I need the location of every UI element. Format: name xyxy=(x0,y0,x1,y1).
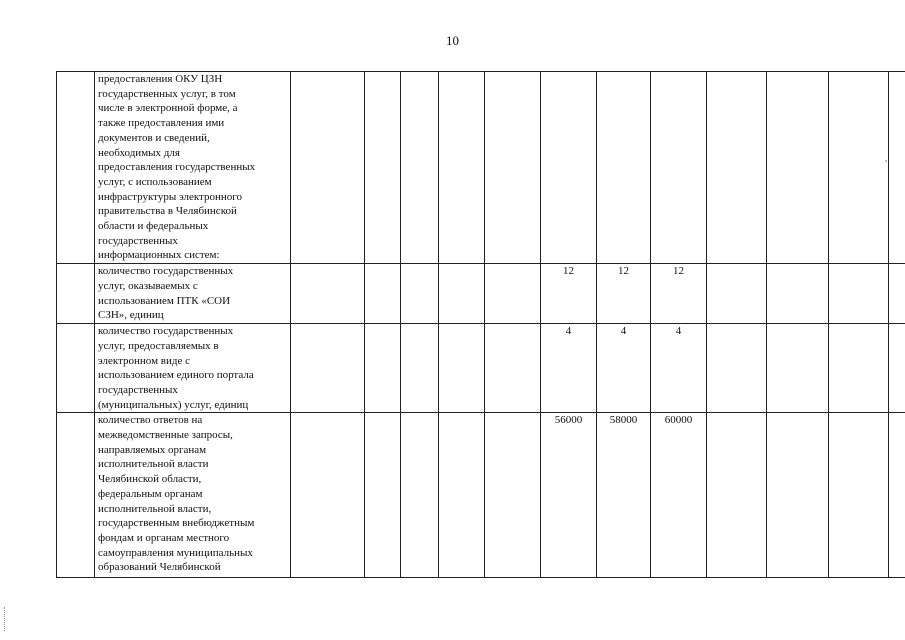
value-cell xyxy=(439,72,485,264)
indicator-description-cell xyxy=(95,264,291,324)
value-cell: 12 xyxy=(541,264,597,324)
value-cell xyxy=(365,413,401,578)
table-row xyxy=(57,264,905,324)
value-cell xyxy=(485,324,541,413)
value-cell xyxy=(485,72,541,264)
value-cell xyxy=(291,324,365,413)
indicator-description-cell xyxy=(95,72,291,264)
scan-artifact xyxy=(4,607,6,631)
indicator-description: количество государственных услуг, оказываемых с использованием ПТК «СОИ СЗН», единиц xyxy=(98,265,234,322)
value-cell xyxy=(401,72,439,264)
table-row xyxy=(57,324,905,413)
indicator-description: предоставления ОКУ ЦЗН государственных услуг, в том числе в электронной форме, а также предоставления ими документов и сведений, необходимых для предоставления государственных услуг, с использованием инфраструктуры электронного правительства в Челябинской области и федеральных государственных информационных систем: xyxy=(98,73,256,262)
value-cell xyxy=(485,413,541,578)
value-cell: 56000 xyxy=(541,413,597,578)
value-cell xyxy=(829,264,889,324)
value-cell xyxy=(365,324,401,413)
value-cell xyxy=(889,72,905,264)
value-cell xyxy=(291,264,365,324)
value-cell xyxy=(829,324,889,413)
value-cell xyxy=(439,413,485,578)
value-cell: 12 xyxy=(651,264,707,324)
value-cell xyxy=(707,264,767,324)
value-cell xyxy=(707,72,767,264)
value-cell xyxy=(439,264,485,324)
value-cell xyxy=(829,413,889,578)
value-cell xyxy=(767,72,829,264)
indicator-description-cell xyxy=(95,413,291,578)
value-cell xyxy=(597,72,651,264)
value-cell: 4 xyxy=(541,324,597,413)
value-cell xyxy=(707,324,767,413)
value-cell xyxy=(365,264,401,324)
indicator-description-cell xyxy=(95,324,291,413)
value-cell xyxy=(707,413,767,578)
value-cell xyxy=(291,72,365,264)
row-number-cell xyxy=(57,72,95,264)
table-row xyxy=(57,413,905,578)
value-cell xyxy=(767,413,829,578)
value-cell xyxy=(651,72,707,264)
value-cell xyxy=(829,72,889,264)
value-cell xyxy=(889,324,905,413)
value-cell xyxy=(365,72,401,264)
value-cell: 60000 xyxy=(651,413,707,578)
value-cell xyxy=(401,264,439,324)
row-number-cell xyxy=(57,324,95,413)
indicator-description: количество государственных услуг, предоставляемых в электронном виде с использованием единого портала государственных (муниципальных) услуг, единиц xyxy=(98,325,254,411)
value-cell xyxy=(767,264,829,324)
value-cell xyxy=(889,413,905,578)
value-cell xyxy=(541,72,597,264)
indicators-table xyxy=(56,71,905,578)
value-cell xyxy=(291,413,365,578)
indicator-description: количество ответов на межведомственные запросы, направляемых органам исполнительной власти Челябинской области, федеральным органам исполнительной власти, государственным внебюджетным фондам и органам местного самоуправления муниципальных образований Челябинской xyxy=(98,414,255,574)
table-body xyxy=(57,72,905,578)
value-cell xyxy=(401,324,439,413)
value-cell xyxy=(767,324,829,413)
value-cell: 58000 xyxy=(597,413,651,578)
value-cell xyxy=(889,264,905,324)
row-number-cell xyxy=(57,413,95,578)
value-cell xyxy=(439,324,485,413)
value-cell: 12 xyxy=(597,264,651,324)
scan-artifact xyxy=(885,160,887,162)
table-row xyxy=(57,72,905,264)
value-cell: 4 xyxy=(651,324,707,413)
page-number: 10 xyxy=(446,33,459,48)
value-cell xyxy=(401,413,439,578)
value-cell xyxy=(485,264,541,324)
value-cell: 4 xyxy=(597,324,651,413)
row-number-cell xyxy=(57,264,95,324)
